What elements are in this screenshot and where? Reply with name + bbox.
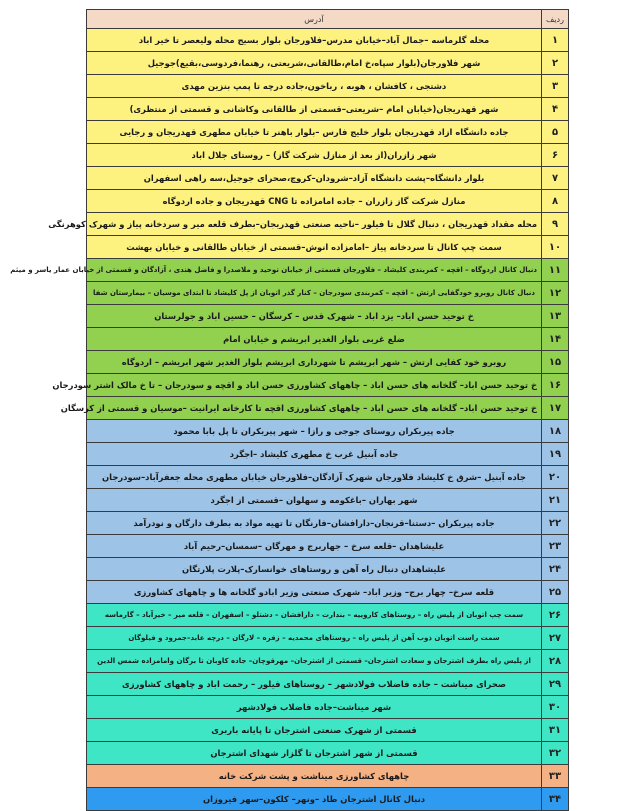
table-row bbox=[87, 650, 569, 673]
address-cell: جاده آبنیل غرب خ مطهری کلیشاد –اجگرد bbox=[87, 443, 542, 466]
table-row bbox=[87, 282, 569, 305]
row-number-cell: ۳۲ bbox=[542, 742, 569, 765]
table-row bbox=[87, 98, 569, 121]
address-cell: ضلع غربی بلوار الغدیر ابریشم و خیابان امام bbox=[87, 328, 542, 351]
table-row bbox=[87, 512, 569, 535]
address-cell: از پلیس راه بطرف اشترجان و سعادت اشترجان– قسمتی از اشترجان– مهرقوچان– جاده کاوبان تا برگان وامامزاده شمس الدین bbox=[87, 650, 542, 673]
address-cell: قلعه سرخ– چهار برج– وزیر اباد– شهرک صنعتی وزیر ابادو گلخانه ها و چاههای کشاورزی bbox=[87, 581, 542, 604]
address-header: آدرس bbox=[87, 10, 542, 29]
row-number-cell: ۲۵ bbox=[542, 581, 569, 604]
table-row bbox=[87, 29, 569, 52]
row-number-cell: ۹ bbox=[542, 213, 569, 236]
address-cell: سمت راست اتوبان ذوب آهن از پلیس راه – روستاهای محمدیه – زفره – لارگان – درچه عابد–جمرود و فیلوگان bbox=[87, 627, 542, 650]
row-number-cell: ۱۹ bbox=[542, 443, 569, 466]
row-number-cell: ۲۷ bbox=[542, 627, 569, 650]
address-cell: قسمتی از شهرک صنعتی اشترجان تا پایانه باربری bbox=[87, 719, 542, 742]
address-cell: روبرو خود کفایی ارتش – شهر ابریشم تا شهرداری ابریشم بلوار الغدیر شهر ابریشم – اردوگاه bbox=[87, 351, 542, 374]
table-row bbox=[87, 466, 569, 489]
row-number-cell: ۱ bbox=[542, 29, 569, 52]
row-number-cell: ۱۵ bbox=[542, 351, 569, 374]
row-number-cell: ۲۹ bbox=[542, 673, 569, 696]
row-number-cell: ۳۴ bbox=[542, 788, 569, 811]
row-number-cell: ۲۱ bbox=[542, 489, 569, 512]
table-row bbox=[87, 719, 569, 742]
table-row bbox=[87, 52, 569, 75]
table-row bbox=[87, 144, 569, 167]
address-cell: دنبال کانال روبرو خودگفایی ارتش – اقچه – کمربندی سودرجان – کنار گذر اتوبان از پل کلیشاد تا ابتدای موسیان – بیمارستان شفا bbox=[87, 282, 542, 305]
table-row bbox=[87, 167, 569, 190]
table-row bbox=[87, 696, 569, 719]
address-cell: جاده پیربکران روستای جوجی و رازا – شهر پیربکران تا پل بابا محمود bbox=[87, 420, 542, 443]
address-cell: شهر قهدریجان(خیابان امام –شریعتی–قسمتی از طالقانی وکاشانی و قسمتی از منتظری) bbox=[87, 98, 542, 121]
address-cell: علیشاهدان دنبال راه آهن و روستاهای خوانسارک–پلارت پلارتگان bbox=[87, 558, 542, 581]
row-number-cell: ۱۱ bbox=[542, 259, 569, 282]
row-number-cell: ۲۳ bbox=[542, 535, 569, 558]
table-header-row bbox=[87, 10, 569, 29]
address-cell: صحرای میناشت – جاده فاضلاب فولادشهر – روستاهای فیلور – رحمت اباد و چاههای کشاورزی bbox=[87, 673, 542, 696]
table-row bbox=[87, 535, 569, 558]
table-row bbox=[87, 420, 569, 443]
table-row bbox=[87, 190, 569, 213]
table-row bbox=[87, 121, 569, 144]
address-cell: شهر زازران(از بعد از منازل شرکت گاز) – روستای جلال اباد bbox=[87, 144, 542, 167]
address-cell: شهر میناشت–جاده فاضلاب فولادشهر bbox=[87, 696, 542, 719]
row-number-cell: ۱۸ bbox=[542, 420, 569, 443]
table-row bbox=[87, 351, 569, 374]
table-row bbox=[87, 673, 569, 696]
row-number-cell: ۲۲ bbox=[542, 512, 569, 535]
row-number-cell: ۱۷ bbox=[542, 397, 569, 420]
row-number-cell: ۴ bbox=[542, 98, 569, 121]
address-cell: چاههای کشاورزی میناشت و پشت شرکت خانه bbox=[87, 765, 542, 788]
row-number-cell: ۱۳ bbox=[542, 305, 569, 328]
row-number-cell: ۷ bbox=[542, 167, 569, 190]
address-cell: جاده پیربکران –دستنا–قرنجان–دارافشان–فارنگان تا تهیه مواد به بطرف دارگان و نودرآمد bbox=[87, 512, 542, 535]
row-number-cell: ۱۴ bbox=[542, 328, 569, 351]
table-row bbox=[87, 443, 569, 466]
table-row bbox=[87, 489, 569, 512]
address-cell: دنبال کانال اردوگاه – اقچه – کمربندی کلیشاد – فلاورجان قسمتی از خیابان توحید و ملاصدرا و فاضل هندی ، آزادگان و قسمتی از خیابان عمار یاسر و میثم bbox=[87, 259, 542, 282]
table-body bbox=[10, 29, 569, 811]
table-row bbox=[87, 374, 569, 397]
address-cell: محله مقداد قهدریجان ، دنبال گلال تا فیلور –ناحیه صنعتی قهدریجان–بطرف قلعه میر و سردخانه پیاز و شهرک کوهرنگی bbox=[87, 213, 542, 236]
table-row bbox=[87, 558, 569, 581]
table-row bbox=[87, 397, 569, 420]
row-number-cell: ۳۳ bbox=[542, 765, 569, 788]
table-row bbox=[87, 259, 569, 282]
table-row bbox=[87, 305, 569, 328]
row-number-cell: ۲۶ bbox=[542, 604, 569, 627]
row-number-cell: ۶ bbox=[542, 144, 569, 167]
row-number-cell: ۳ bbox=[542, 75, 569, 98]
row-number-header: ردیف bbox=[542, 10, 569, 29]
address-cell: خ توحید حسن اباد– یزد اباد – شهرک قدس – کرسگان – حسین اباد و جولرستان bbox=[87, 305, 542, 328]
table-row bbox=[87, 581, 569, 604]
table-row bbox=[87, 788, 569, 811]
address-cell: دشتجی ، کافشان ، هوبه ، رباخون،جاده درچه تا پمپ بنزین مهدی bbox=[87, 75, 542, 98]
row-number-cell: ۱۶ bbox=[542, 374, 569, 397]
table-row bbox=[87, 627, 569, 650]
row-number-cell: ۱۲ bbox=[542, 282, 569, 305]
address-cell: قسمتی از شهر اشترجان تا گلزار شهدای اشترجان bbox=[87, 742, 542, 765]
row-number-cell: ۲۸ bbox=[542, 650, 569, 673]
table-row bbox=[87, 75, 569, 98]
table-row bbox=[87, 236, 569, 259]
table-row bbox=[87, 328, 569, 351]
row-number-cell: ۱۰ bbox=[542, 236, 569, 259]
row-number-cell: ۲۰ bbox=[542, 466, 569, 489]
address-cell: دنبال کانال اشترجان طاد –ونهر– کلکون–سهر فیروزان bbox=[87, 788, 542, 811]
row-number-cell: ۸ bbox=[542, 190, 569, 213]
address-cell: خ توحید حسن اباد– گلخانه های حسن اباد – چاههای کشاورزی حسن اباد و اقچه و سودرجان – تا خ مالک اشتر سودرجان bbox=[87, 374, 542, 397]
address-cell: بلوار دانشگاه–پشت دانشگاه آزاد–شرودان–کروچ،صحرای جوجیل،سه راهی اسفهران bbox=[87, 167, 542, 190]
address-cell: خ توحید حسن اباد– گلخانه های حسن اباد – چاههای کشاورزی اقچه تا کارخانه ایرانیت –موسیان و قسمتی از کرسگان bbox=[87, 397, 542, 420]
address-cell: شهر بهاران –باغکومه و سهلوان –قسمتی از اجگرد bbox=[87, 489, 542, 512]
address-cell: سمت چپ کانال تا سردخانه پیاز –امامزاده انوش–قسمتی از خیابان طالقانی و خیابان بهشت bbox=[87, 236, 542, 259]
row-number-cell: ۳۱ bbox=[542, 719, 569, 742]
table-row bbox=[87, 213, 569, 236]
address-cell: منازل شرکت گاز زازران – جاده امامزاده تا CNG قهدریجان و جاده اردوگاه bbox=[87, 190, 542, 213]
address-table bbox=[10, 9, 569, 811]
row-number-cell: ۳۰ bbox=[542, 696, 569, 719]
address-cell: سمت چپ اتوبان از پلیس راه – روستاهای کاروییه – بندارت – دارافشان – دشتلو – اسفهران – قلعه میر – خیرآباد – گارماسه bbox=[87, 604, 542, 627]
row-number-cell: ۲ bbox=[542, 52, 569, 75]
table-row bbox=[87, 742, 569, 765]
table-row bbox=[87, 765, 569, 788]
row-number-cell: ۲۴ bbox=[542, 558, 569, 581]
address-cell: جاده آبنیل –شرق خ کلیشاد فلاورجان شهرک آزادگان–فلاورجان خیابان مطهری محله جعفرآباد–سودرجان bbox=[87, 466, 542, 489]
row-number-cell: ۵ bbox=[542, 121, 569, 144]
address-cell: شهر فلاورجان(بلوار سپاه،خ امام،طالقانی،شریعتی، رهنما،فردوسی،بقیع)جوجیل bbox=[87, 52, 542, 75]
address-cell: جاده دانشگاه ازاد قهدریجان بلوار خلیج فارس –بلوار باهنر تا خیابان مطهری قهدریجان و رجایی bbox=[87, 121, 542, 144]
address-cell: علیشاهدان –قلعه سرخ – جهاربرج و مهرگان –سمسان–رحیم آباد bbox=[87, 535, 542, 558]
table-row bbox=[87, 604, 569, 627]
address-cell: محله گلرماسه –جمال آباد–خیابان مدرس–فلاورجان بلوار بسیج محله ولیعصر تا خیر اباد bbox=[87, 29, 542, 52]
